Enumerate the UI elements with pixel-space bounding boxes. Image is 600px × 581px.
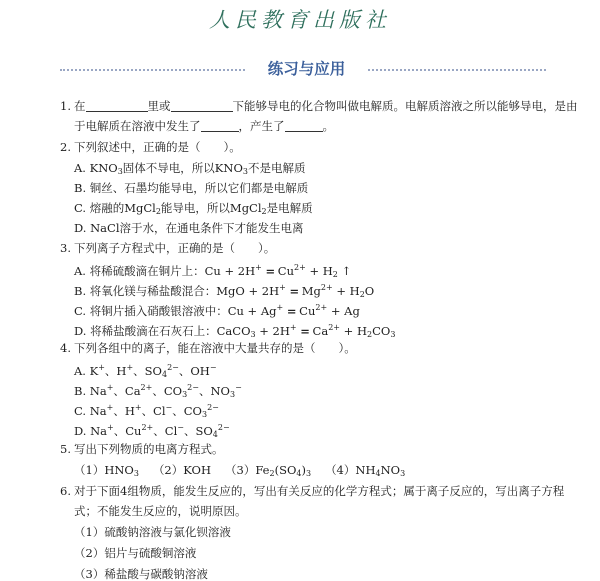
question-2-stem: 2. 下列叙述中，正确的是（ ）。 [60, 140, 241, 154]
q3-option-c: C. 将铜片插入硝酸银溶液中：$Cu + Ag^+ = Cu^{2+} + Ag$ [74, 303, 360, 318]
q6-item-1: （1）硫酸钠溶液与氯化钡溶液 [74, 525, 231, 539]
question-1-line-2: 于电解质在溶液中发生了 ，产生了 。 [74, 119, 334, 133]
question-4-stem: 4. 下列各组中的离子，能在溶液中大量共存的是（ ）。 [60, 341, 356, 355]
section-title: 练习与应用 [267, 60, 346, 78]
answer-blank[interactable] [201, 120, 239, 132]
q3-option-a: A. 将稀硫酸滴在铜片上：$Cu + 2H^+ = Cu^{2+} + H_2$ ↑ [74, 263, 352, 279]
q4-option-b: B. Na+、$Ca^{2+}$、$CO_3^{2-}$、$NO_3^-$ [74, 383, 242, 399]
q2-option-b: B. 铜丝、石墨均能导电，所以它们都是电解质 [74, 181, 309, 195]
q2-option-a: A. $KNO_3$固体不导电，所以$KNO_3$不是电解质 [74, 161, 306, 176]
q6-item-3: （3）稀盐酸与碳酸钠溶液 [74, 567, 208, 581]
publisher-logo: 人民教育出版社 [209, 8, 391, 32]
q4-option-d: D. Na+、$Cu^{2+}$、Cl−、$SO_4^{2-}$ [74, 423, 230, 439]
answer-blank[interactable] [86, 100, 148, 112]
q5-items: $(1)HNO_3$ （2）KOH $(3)Fe_2(SO_4)_3$ $(4)NH_4NO_3$ [74, 463, 406, 478]
divider-right [368, 69, 546, 71]
q4-option-c: C. Na+、H+、Cl−、$CO_3^{2-}$ [74, 403, 219, 419]
divider-left [60, 69, 245, 71]
q2-option-d: D. NaCl溶于水，在通电条件下才能发生电离 [74, 221, 304, 235]
q3-option-b: B. 将氧化镁与稀盐酸混合：MgO + $2H^+ = Mg^{2+} + H_2O$ [74, 283, 375, 299]
question-5-stem: 5. 写出下列物质的电离方程式。 [60, 442, 224, 456]
question-6-stem-line-1: 6. 对于下面4组物质，能发生反应的，写出有关反应的化学方程式；属于离子反应的，写出离子方程 [60, 484, 565, 498]
q6-item-2: （2）铝片与硫酸铜溶液 [74, 546, 197, 560]
answer-blank[interactable] [285, 120, 323, 132]
q2-option-c: C. 熔融的MgCl$_2$能导电，所以MgCl$_2$是电解质 [74, 201, 313, 216]
q3-option-d: D. 将稀盐酸滴在石灰石上：CaCO$_3$ + $2H^+ = Ca^{2+} + H_2CO_3$ [74, 323, 396, 339]
question-3-stem: 3. 下列离子方程式中，正确的是（ ）。 [60, 241, 276, 255]
q4-option-a: A. K+、H+、$SO_4^{2-}$、OH− [74, 363, 217, 379]
answer-blank[interactable] [171, 100, 233, 112]
question-1-line-1: 1. 在 里或 下能够导电的化合物叫做电解质。电解质溶液之所以能够导电，是由 [60, 99, 578, 113]
question-6-stem-line-2: 式；不能发生反应的，说明原因。 [74, 504, 247, 518]
